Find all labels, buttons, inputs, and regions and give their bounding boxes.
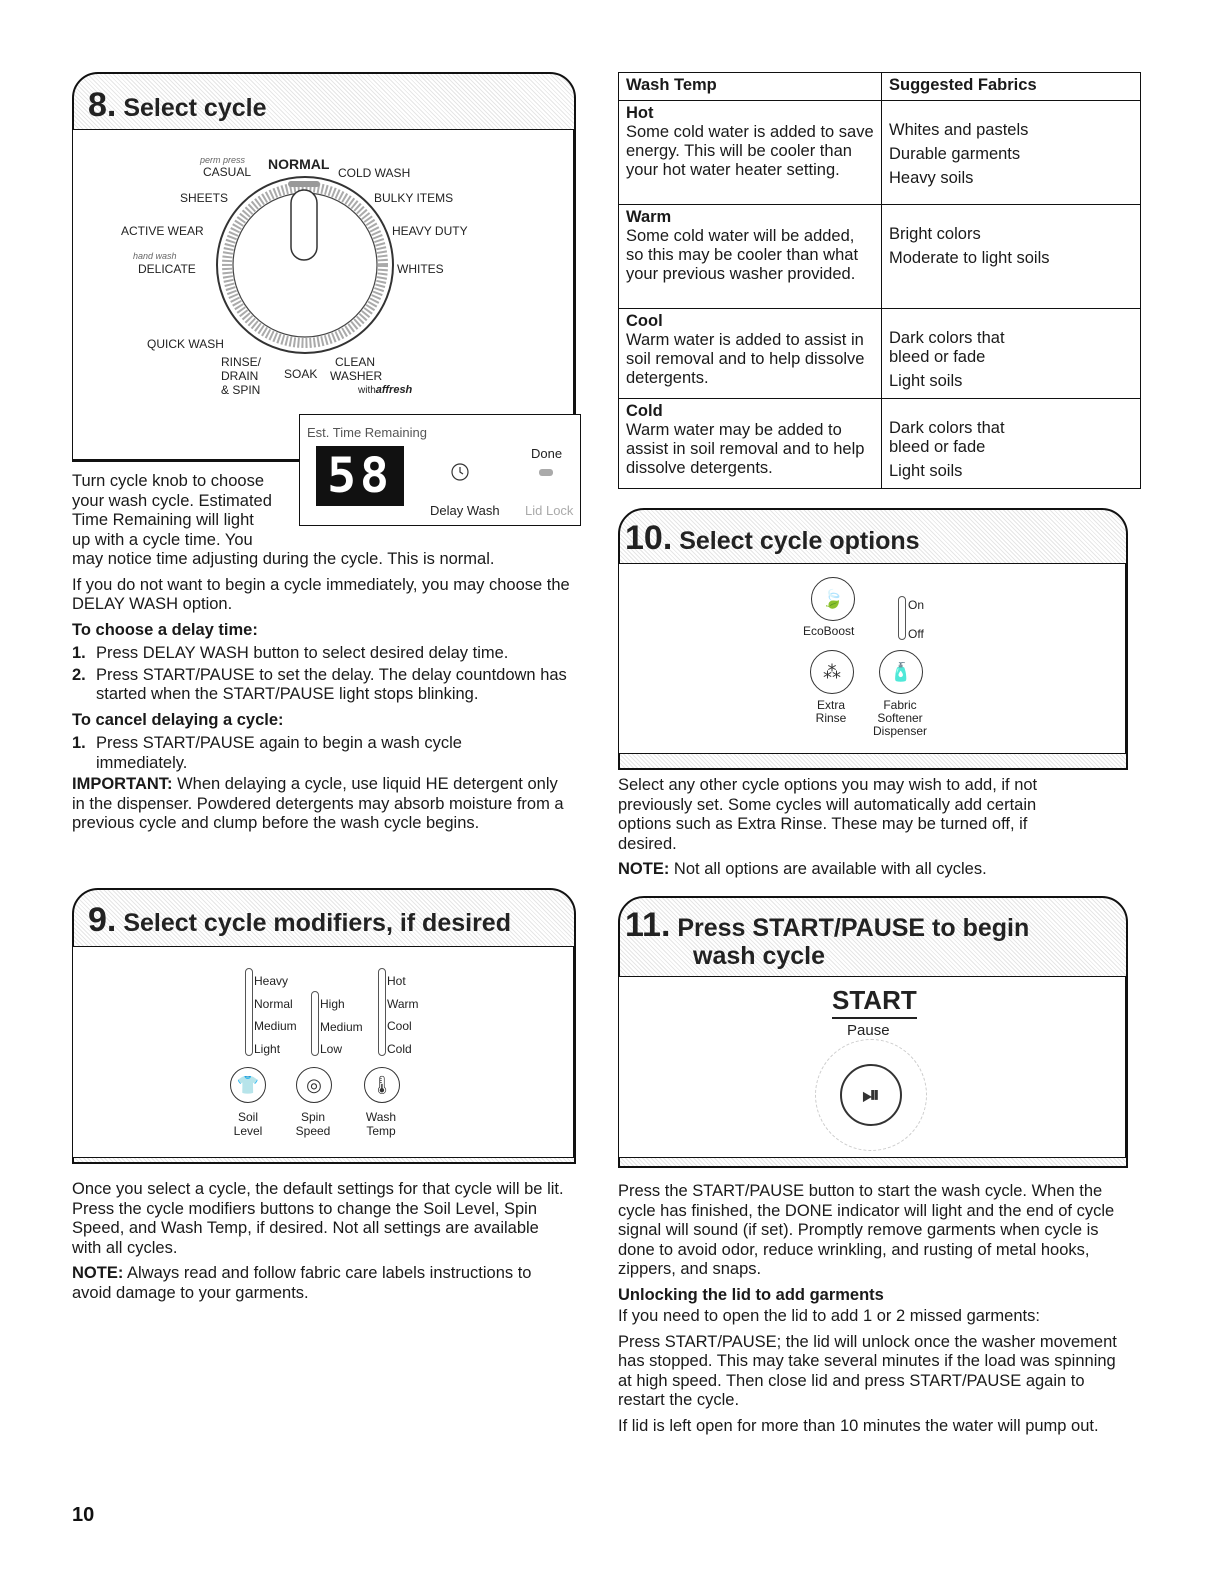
fabric-item: Dark colors that bleed or fade	[889, 329, 1005, 366]
caption-line-4: up with a cycle time. You	[72, 530, 253, 549]
play-pause-icon: ⏯	[862, 1082, 880, 1107]
fabric-note	[72, 1264, 572, 1303]
section-10-body	[618, 776, 1088, 886]
dial-label-rinse-3: & SPIN	[221, 383, 261, 397]
softener-bottle-icon: 🧴	[889, 661, 913, 682]
dial-label-handwash: hand wash	[133, 251, 177, 261]
dial-label-delicate: DELICATE	[138, 262, 196, 276]
table-row	[619, 399, 1141, 489]
dial-label-clean-1: CLEAN	[335, 355, 376, 369]
wash-temp-list	[387, 970, 419, 1060]
options-note-text: Not all options are available with all cycles.	[669, 860, 987, 878]
spin-speed-high[interactable]: High	[320, 997, 345, 1011]
temp-name: Cold	[626, 402, 663, 420]
soil-level-light[interactable]: Light	[254, 1041, 281, 1056]
soil-level-button[interactable]	[230, 1067, 266, 1103]
fabric-item: Dark colors that bleed or fade	[889, 419, 1005, 456]
delay-step-2-text: Press START/PAUSE to set the delay. The delay countdown has started when the START/PAUSE light stops blinking.	[96, 665, 567, 703]
spin-speed-button[interactable]	[296, 1067, 332, 1103]
caption-line-1: Turn cycle knob to choose	[72, 472, 264, 490]
affresh-logo: affresh	[375, 384, 413, 396]
dial-label-coldwash: COLD WASH	[338, 166, 411, 180]
pause-label: Pause	[847, 1022, 890, 1039]
options-note-label: NOTE:	[618, 860, 670, 878]
soil-label-line-1: Soil	[237, 1110, 258, 1124]
section-8-caption	[72, 472, 302, 550]
section-11-title	[625, 906, 1030, 970]
wash-temp-cold[interactable]: Cold	[387, 1041, 412, 1056]
important-label: IMPORTANT:	[72, 775, 173, 793]
header-suggested-fabrics: Suggested Fabrics	[882, 73, 1141, 101]
spin-speed-list	[320, 993, 363, 1061]
dial-label-activewear: ACTIVE WEAR	[121, 224, 204, 238]
fabric-item: Durable garments	[889, 145, 1021, 163]
delay-intro-paragraph: If you do not want to begin a cycle immediately, you may choose the DELAY WASH option.	[72, 575, 570, 613]
delay-wash-clock-icon[interactable]	[450, 462, 470, 482]
soil-level-heavy[interactable]: Heavy	[254, 974, 289, 988]
fabric-item: Light soils	[889, 462, 963, 480]
dial-label-rinse-1: RINSE/	[221, 355, 262, 369]
options-note	[618, 860, 1088, 880]
temp-label-line-2: Temp	[366, 1124, 396, 1138]
important-paragraph	[72, 775, 572, 834]
dial-label-normal: NORMAL	[268, 156, 330, 172]
fabric-item: Bright colors	[889, 225, 981, 243]
start-paragraph: Press the START/PAUSE button to start the wash cycle. When the cycle has finished, the DONE indicator will light and the end of cycle signal will sound (if set). Promptly remove garments when cycle is done to avoid odor, reduce wrinkling, and rusting of metal hooks, zippers, and snaps.	[618, 1182, 1115, 1278]
dial-label-clean-3	[358, 384, 412, 396]
shirt-icon: 👕	[236, 1074, 260, 1095]
spin-label-line-1: Spin	[300, 1110, 326, 1124]
table-header-row	[619, 73, 1141, 101]
temp-cell	[619, 399, 882, 489]
page-number: 10	[72, 1504, 95, 1526]
section-11-body	[618, 1182, 1118, 1442]
soil-level-label	[230, 1110, 266, 1138]
time-digits-display	[316, 446, 404, 506]
fabric-item: Moderate to light soils	[889, 249, 1050, 267]
dial-label-casual: CASUAL	[203, 165, 252, 179]
dial-label-sheets: SHEETS	[180, 191, 229, 205]
dial-label-clean-2: WASHER	[330, 369, 383, 383]
lid-open-warning: If lid is left open for more than 10 minutes the water will pump out.	[618, 1416, 1099, 1435]
fabrics-cell	[882, 205, 1141, 309]
section-9-body	[72, 1180, 572, 1309]
dial-label-bulky: BULKY ITEMS	[374, 191, 454, 205]
soil-level-bar	[245, 968, 253, 1056]
start-pause-button[interactable]	[840, 1064, 902, 1126]
temp-description: Warm water is added to assist in soil removal and to help dissolve detergents.	[626, 331, 865, 387]
section-11-title-line-2: wash cycle	[693, 942, 826, 970]
temp-description: Some cold water is added to save energy. This will be cooler than your hot water heater setting.	[626, 123, 874, 179]
wash-temp-bar	[378, 968, 386, 1056]
est-time-label: Est. Time Remaining	[307, 425, 427, 440]
time-digits: 58	[327, 448, 393, 504]
section-10-title	[625, 519, 920, 558]
done-indicator-icon	[539, 469, 553, 476]
done-label: Done	[531, 446, 563, 461]
wash-temp-button[interactable]	[364, 1067, 400, 1103]
fabric-softener-line-1: Fabric	[883, 698, 917, 712]
section-8-number: 8.	[88, 86, 117, 124]
fabric-softener-button[interactable]	[879, 650, 923, 694]
spin-icon: ◎	[306, 1074, 322, 1095]
header-wash-temp: Wash Temp	[619, 73, 882, 101]
extra-rinse-line-2: Rinse	[815, 711, 847, 725]
delay-step-1: 1. Press DELAY WASH button to select desired delay time.	[72, 644, 509, 662]
extra-rinse-button[interactable]	[810, 650, 854, 694]
cancel-heading: To cancel delaying a cycle:	[72, 710, 284, 729]
water-drops-icon: ⁂	[823, 661, 841, 682]
delay-step-2: 2. Press START/PAUSE to set the delay. The delay countdown has started when the START/PAUSE light stops blinking.	[72, 666, 572, 705]
soil-label-line-2: Level	[233, 1124, 263, 1138]
wash-temp-label	[361, 1110, 401, 1138]
table-row	[619, 205, 1141, 309]
ecoboost-on-label: On	[908, 598, 925, 612]
cancel-step-1-text: Press START/PAUSE again to begin a wash cycle immediately.	[96, 734, 462, 772]
wash-temp-warm[interactable]: Warm	[387, 996, 419, 1011]
lid-lock-label: Lid Lock	[525, 503, 574, 518]
dial-label-permpress: perm press	[200, 155, 246, 165]
dial-label-soak: SOAK	[284, 367, 318, 381]
spin-speed-bar	[311, 991, 319, 1056]
spin-speed-medium[interactable]: Medium	[320, 1019, 363, 1034]
spin-speed-low[interactable]: Low	[320, 1042, 343, 1056]
fabric-softener-line-2: Softener	[877, 711, 923, 725]
caption-line-5: may notice time adjusting during the cycle. This is normal.	[72, 550, 495, 568]
spin-speed-label	[291, 1110, 335, 1138]
temp-cell	[619, 101, 882, 205]
note-text: Always read and follow fabric care labels instructions to avoid damage to your garments.	[72, 1264, 532, 1302]
fabric-item: Heavy soils	[889, 169, 974, 187]
section-8-title-text: Select cycle	[123, 94, 267, 122]
unlock-intro: If you need to open the lid to add 1 or 2 missed garments:	[618, 1307, 1040, 1325]
soil-level-medium[interactable]: Medium	[254, 1019, 297, 1033]
section-11-title-line-1: Press START/PAUSE to begin	[677, 914, 1030, 942]
modifiers-paragraph: Once you select a cycle, the default settings for that cycle will be lit. Press the cycle modifiers buttons to change the Soil Level, Spin Speed, and Wash Temp, if desired. Not all settings are available with all cycles.	[72, 1180, 564, 1257]
temp-description: Some cold water will be added, so this may be cooler than what your previous washer provided.	[626, 227, 859, 283]
ecoboost-label: EcoBoost	[803, 624, 855, 638]
wash-temp-cool[interactable]: Cool	[387, 1019, 412, 1033]
temp-name: Cool	[626, 312, 663, 330]
options-paragraph: Select any other cycle options you may wish to add, if not previously set. Some cycles will automatically add certain options such as Extra Rinse. These may be turned off, if desired.	[618, 776, 1038, 853]
extra-rinse-line-1: Extra	[816, 698, 845, 712]
important-text: When delaying a cycle, use liquid HE detergent only in the dispenser. Powdered detergents may absorb moisture from a previous cycle and clump before the wash cycle begins.	[72, 775, 564, 832]
fabrics-cell	[882, 399, 1141, 489]
soil-level-normal[interactable]: Normal	[254, 996, 293, 1011]
delay-heading: To choose a delay time:	[72, 620, 258, 639]
dial-label-heavyduty: HEAVY DUTY	[392, 224, 468, 238]
section-9-number: 9.	[88, 901, 117, 939]
leaf-icon: 🍃	[821, 588, 845, 609]
fabrics-cell	[882, 101, 1141, 205]
note-label: NOTE:	[72, 1264, 124, 1282]
delay-wash-label: Delay Wash	[430, 503, 500, 518]
soil-level-list	[254, 970, 297, 1060]
dial-label-whites: WHITES	[397, 262, 444, 276]
fabric-softener-label	[865, 699, 935, 738]
ecoboost-off-label: Off	[908, 627, 924, 641]
section-10-number: 10.	[625, 519, 673, 557]
caption-line-2: your wash cycle. Estimated	[72, 491, 272, 510]
fabric-softener-line-3: Dispenser	[872, 724, 928, 738]
temp-label-line-1: Wash	[365, 1110, 397, 1124]
table-row	[619, 309, 1141, 399]
ecoboost-indicator-bar	[898, 596, 906, 640]
temp-cell	[619, 205, 882, 309]
temp-name: Hot	[626, 104, 654, 122]
caption-line-3: Time Remaining will light	[72, 511, 254, 529]
dial-label-quickwash: QUICK WASH	[147, 337, 224, 351]
cancel-step-1: 1. Press START/PAUSE again to begin a wash cycle immediately.	[72, 734, 572, 773]
section-10-title-text: Select cycle options	[679, 527, 920, 555]
temp-cell	[619, 309, 882, 399]
section-8-body	[72, 550, 572, 840]
start-label: START	[832, 985, 917, 1019]
fabric-item: Light soils	[889, 372, 963, 390]
unlock-heading: Unlocking the lid to add garments	[618, 1285, 884, 1304]
fabrics-cell	[882, 309, 1141, 399]
spin-label-line-2: Speed	[295, 1124, 331, 1138]
fabric-item: Whites and pastels	[889, 121, 1029, 139]
ecoboost-button[interactable]	[811, 577, 855, 621]
dial-label-with: with	[358, 385, 376, 396]
section-8-title	[88, 86, 266, 125]
section-9-title-text: Select cycle modifiers, if desired	[123, 909, 511, 937]
temp-name: Warm	[626, 208, 672, 226]
wash-temp-table	[618, 72, 1141, 489]
wash-temp-hot[interactable]: Hot	[387, 974, 406, 988]
extra-rinse-label	[810, 699, 852, 725]
section-11-number: 11.	[625, 906, 671, 944]
thermometer-icon: 🌡	[370, 1074, 394, 1095]
table-row	[619, 101, 1141, 205]
dial-label-rinse-2: DRAIN	[221, 369, 259, 383]
section-9-title	[88, 901, 511, 940]
temp-description: Warm water may be added to assist in soil removal and to help dissolve detergents.	[626, 421, 865, 477]
delay-step-1-text: Press DELAY WASH button to select desired delay time.	[96, 644, 509, 662]
unlock-steps: Press START/PAUSE; the lid will unlock once the washer movement has stopped. This may take several minutes if the load was spinning at high speed. Then close lid and press START/PAUSE again to restart the cycle.	[618, 1332, 1117, 1409]
